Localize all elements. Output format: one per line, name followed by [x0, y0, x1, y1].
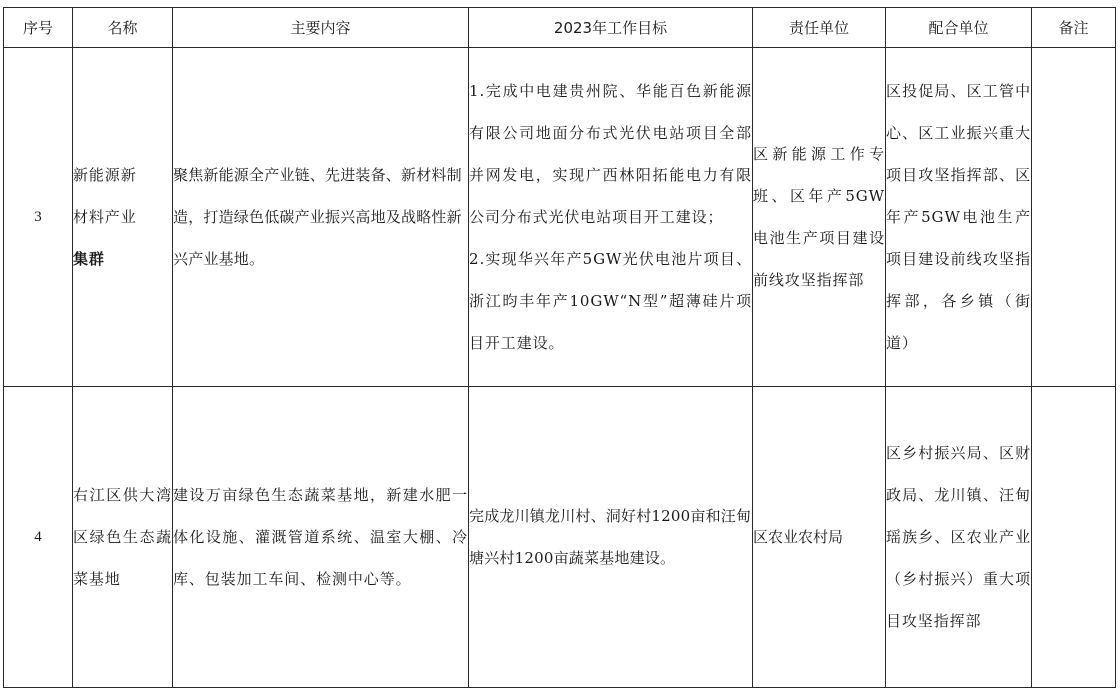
row-content: 聚焦新能源全产业链、先进装备、新材料制造，打造绿色低碳产业振兴高地及战略性新兴产业基地。	[173, 48, 469, 387]
header-responsible: 责任单位	[753, 8, 886, 48]
project-table	[3, 7, 1116, 688]
row-name-line: 材料产业	[73, 208, 137, 226]
header-remarks: 备注	[1032, 8, 1116, 48]
row-cooperate: 区乡村振兴局、区财政局、龙川镇、汪甸瑶族乡、区农业产业（乡村振兴）重大项目攻坚指挥部	[886, 387, 1032, 688]
row-index: 4	[4, 387, 73, 688]
row-name-line: 集群	[73, 250, 105, 268]
row-goal	[469, 48, 753, 387]
header-row	[4, 8, 1116, 48]
row-goal-item: 2.实现华兴年产5GW光伏电池片项目、浙江昀丰年产10GW“N型”超薄硅片项目开工建设。	[469, 250, 752, 352]
row-goal: 完成龙川镇龙川村、洞好村1200亩和汪甸塘兴村1200亩蔬菜基地建设。	[469, 387, 753, 688]
header-content: 主要内容	[173, 8, 469, 48]
row-remarks	[1032, 387, 1116, 688]
row-index: 3	[4, 48, 73, 387]
row-goal-item: 1.完成中电建贵州院、华能百色新能源有限公司地面分布式光伏电站项目全部并网发电，实现广西林阳拓能电力有限公司分布式光伏电站项目开工建设；	[469, 82, 752, 226]
table-row	[4, 48, 1116, 387]
row-cooperate: 区投促局、区工管中心、区工业振兴重大项目攻坚指挥部、区年产5GW电池生产项目建设前线攻坚指挥部，各乡镇（街道）	[886, 48, 1032, 387]
header-name: 名称	[73, 8, 173, 48]
row-responsible: 区农业农村局	[753, 387, 886, 688]
header-cooperate: 配合单位	[886, 8, 1032, 48]
row-content: 建设万亩绿色生态蔬菜基地，新建水肥一体化设施、灌溉管道系统、温室大棚、冷库、包装加工车间、检测中心等。	[173, 387, 469, 688]
header-index: 序号	[4, 8, 73, 48]
header-goal: 2023年工作目标	[469, 8, 753, 48]
row-name-line: 新能源新	[73, 166, 137, 184]
row-name	[73, 48, 173, 387]
row-remarks	[1032, 48, 1116, 387]
row-name: 右江区供大湾区绿色生态蔬菜基地	[73, 387, 173, 688]
table-row	[4, 387, 1116, 688]
row-responsible: 区新能源工作专班、区年产5GW电池生产项目建设前线攻坚指挥部	[753, 48, 886, 387]
